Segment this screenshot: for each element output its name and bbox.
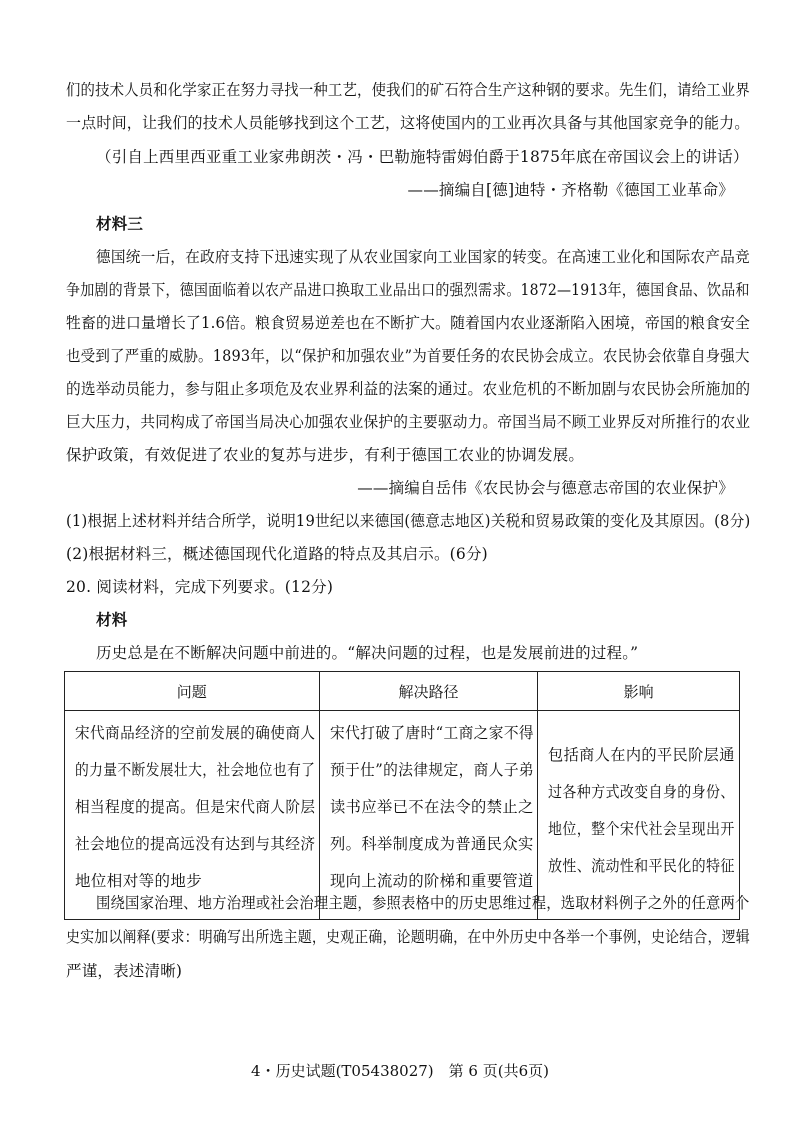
table-header: 解决路径 [319, 672, 538, 711]
table-cell [319, 711, 538, 920]
material-heading: 材料三 [96, 214, 144, 233]
citation: （引自上西里西亚重工业家弗朗茨・冯・巴勒施特雷姆伯爵于1875年底在帝国议会上的讲话） [96, 148, 749, 166]
cell-line: 宋代商品经济的空前发展的确使商人 [75, 724, 316, 742]
cell-line: 过各种方式改变自身的身份、 [548, 783, 736, 801]
paragraph-line: 保护政策，有效促进了农业的复苏与进步，有利于德国工农业的协调发展。 [66, 446, 585, 464]
table-cell [65, 711, 320, 920]
task-line: 史实加以阐释(要求：明确写出所选主题，史观正确，论题明确，在中外历史中各举一个事例，史论结合，逻辑 [66, 928, 750, 946]
cell-line: 宋代打破了唐时“工商之家不得 [329, 724, 534, 742]
source-line: ——摘编自岳伟《农民协会与德意志帝国的农业保护》 [357, 479, 734, 497]
paragraph-line: 巨大压力，共同构成了帝国当局决心加强农业保护的主要驱动力。帝国当局不顾工业界反对所推行的农业 [66, 413, 751, 431]
cell-line: 相当程度的提高。但是宋代商人阶层 [75, 798, 316, 816]
paragraph-line: 争加剧的背景下，德国面临着以农产品进口换取工业品出口的强烈需求。1872—1913年，德国食品、饮品和 [66, 281, 750, 299]
cell-line: 地位相对等的地步 [75, 872, 203, 890]
material-intro: 历史总是在不断解决问题中前进的。“解决问题的过程，也是发展前进的过程。” [96, 644, 639, 662]
source-line: ——摘编自[德]迪特・齐格勒《德国工业革命》 [407, 181, 734, 199]
cell-line: 现向上流动的阶梯和重要管道 [329, 872, 534, 890]
question-19-1: (1)根据上述材料并结合所学，说明19世纪以来德国(德意志地区)关税和贸易政策的变化及其原因。(8分) [66, 512, 751, 530]
table-cell [538, 711, 740, 920]
table-header: 影响 [538, 672, 740, 711]
task-line: 围绕国家治理、地方治理或社会治理主题，参照表格中的历史思维过程，选取材料例子之外的任意两个 [96, 894, 750, 912]
paragraph-line: 德国统一后，在政府支持下迅速实现了从农业国家向工业国家的转变。在高速工业化和国际农产品竞 [96, 248, 750, 266]
history-table [64, 671, 740, 920]
question-19-2: (2)根据材料三，概述德国现代化道路的特点及其启示。(6分) [66, 545, 488, 563]
paragraph-line: 们的技术人员和化学家正在努力寻找一种工艺，使我们的矿石符合生产这种钢的要求。先生们，请给工业界 [66, 81, 750, 99]
paragraph-line: 也受到了严重的威胁。1893年，以“保护和加强农业”为首要任务的农民协会成立。农民协会依靠自身强大 [66, 347, 750, 365]
cell-line: 列。科举制度成为普通民众实 [329, 835, 534, 853]
table-header: 问题 [65, 672, 320, 711]
cell-line: 社会地位的提高远没有达到与其经济 [75, 835, 316, 853]
page-footer: 4・历史试题(T05438027) 第 6 页(共6页) [251, 1062, 549, 1080]
cell-line: 的力量不断发展壮大，社会地位也有了 [75, 761, 316, 779]
paragraph-line: 牲畜的进口量增长了1.6倍。粮食贸易逆差也在不断扩大。随着国内农业逐渐陷入困境，帝国的粮食安全 [66, 314, 751, 332]
cell-line: 放性、流动性和平民化的特征 [548, 857, 736, 875]
question-20-title: 20. 阅读材料，完成下列要求。(12分) [66, 578, 334, 596]
paragraph-line: 一点时间，让我们的技术人员能够找到这个工艺，这将使国内的工业再次具备与其他国家竞争的能力。 [66, 114, 750, 132]
task-line: 严谨，表述清晰) [66, 962, 183, 980]
cell-line: 读书应举已不在法令的禁止之 [329, 798, 534, 816]
cell-line: 预于仕”的法律规定，商人子弟 [329, 761, 534, 779]
material-heading: 材料 [96, 610, 128, 629]
paragraph-line: 的选举动员能力，参与阻止多项危及农业界利益的法案的通过。农业危机的不断加剧与农民协会所施加的 [66, 380, 751, 398]
cell-line: 包括商人在内的平民阶层通 [548, 746, 736, 764]
cell-line: 地位，整个宋代社会呈现出开 [548, 820, 736, 838]
